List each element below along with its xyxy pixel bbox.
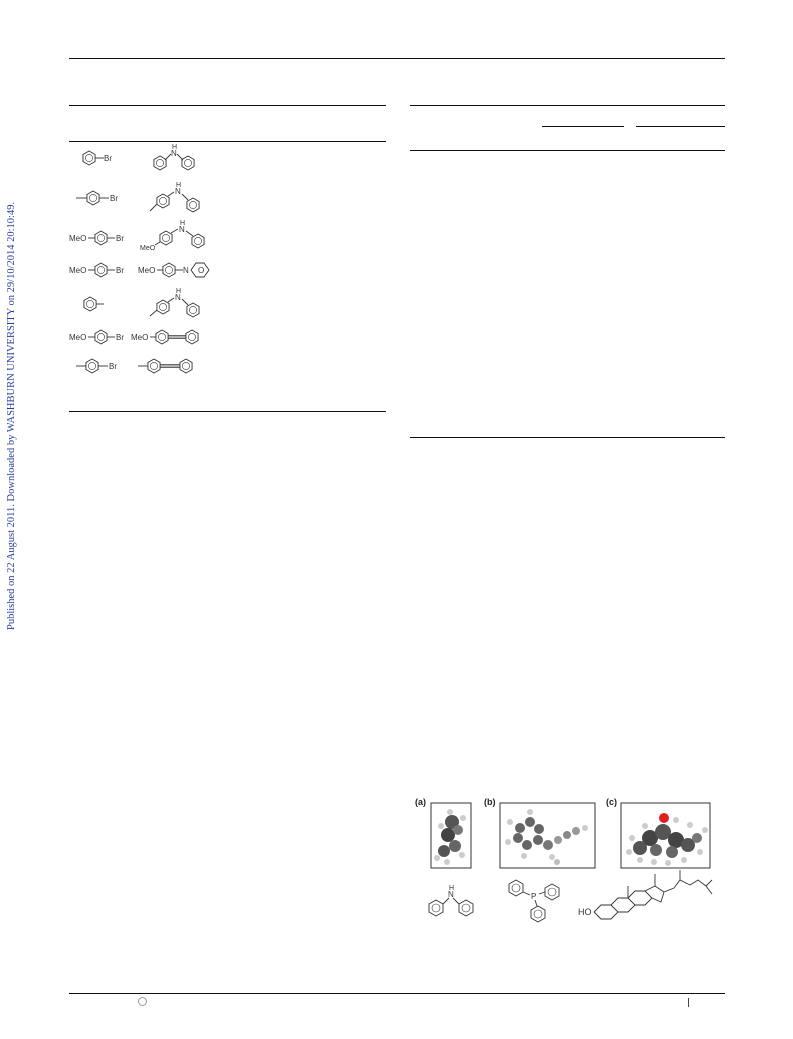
row2-h-label: H <box>176 182 182 189</box>
row6-product-meo-label: MeO <box>131 333 149 342</box>
steroid-structure <box>578 870 712 919</box>
fig-ho-label: HO <box>578 907 592 917</box>
fig-n-label: N <box>448 890 454 899</box>
row3-meo-label: MeO <box>69 234 87 243</box>
row4-br-label: Br <box>116 266 124 275</box>
panel-c-label: (c) <box>606 797 617 807</box>
row4-meo-label: MeO <box>69 266 87 275</box>
row7-br-label: Br <box>109 362 117 371</box>
fig-p-label: P <box>531 892 537 901</box>
row4-o-label: O <box>198 266 205 275</box>
diphenylamine-structure <box>429 885 473 916</box>
panel-a-model <box>431 803 471 868</box>
row6-meo-label: MeO <box>69 333 87 342</box>
panel-b-model <box>500 803 595 868</box>
triphenylphosphine-structure <box>509 880 559 922</box>
row5-h-label: H <box>176 288 182 295</box>
row3-br-label: Br <box>116 234 124 243</box>
fig-h-label: H <box>449 885 455 892</box>
row2-br-label: Br <box>110 194 118 203</box>
row3-product-meo-label: MeO <box>140 245 156 252</box>
download-info-text: Published on 22 August 2011. Downloaded by WASHBURN UNIVERSITY on 29/10/2014 20:10:49. <box>6 201 17 630</box>
row1-h-label: H <box>172 144 178 151</box>
row5-n-label: N <box>175 293 181 302</box>
row1-n-label: N <box>171 149 177 158</box>
row3-h-label: H <box>180 220 186 227</box>
row3-n-label: N <box>179 225 185 234</box>
row4-product-meo-label: MeO <box>138 266 156 275</box>
row1-br-label: Br <box>104 154 112 163</box>
panel-a-label: (a) <box>415 797 426 807</box>
row2-n-label: N <box>175 187 181 196</box>
row6-br-label: Br <box>116 333 124 342</box>
panel-c-model <box>621 803 710 868</box>
panel-b-label: (b) <box>484 797 496 807</box>
row4-n-label: N <box>183 266 189 275</box>
